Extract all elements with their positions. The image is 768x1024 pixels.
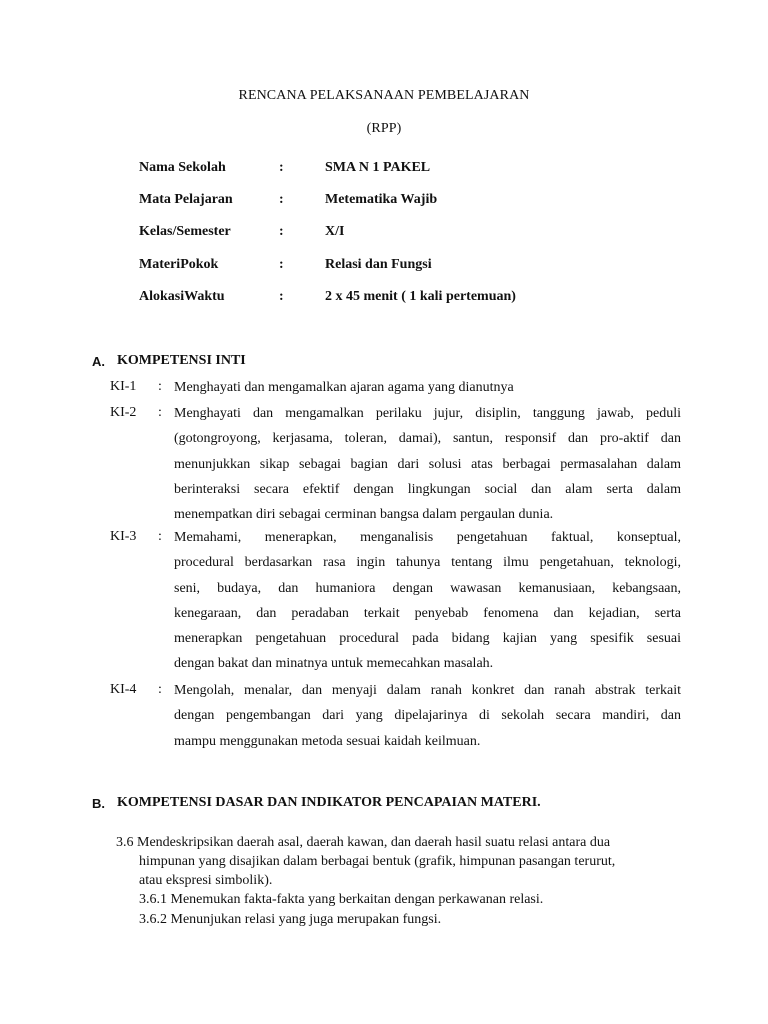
ki-line: Menghayati dan mengamalkan ajaran agama yang dianutnya <box>174 380 514 395</box>
ki-line: berinteraksi secara efektif dengan lingkungan social dan alam serta dalam <box>174 481 681 497</box>
ki-separator: : <box>158 379 162 394</box>
identity-value: Relasi dan Fungsi <box>325 257 432 272</box>
kd-line: 3.6 Mendeskripsikan daerah asal, daerah kawan, dan daerah hasil suatu relasi antara dua <box>116 835 611 850</box>
identity-value: X/I <box>325 224 345 239</box>
identity-label: Kelas/Semester <box>139 224 231 239</box>
identity-label: MateriPokok <box>139 257 219 272</box>
identity-value: 2 x 45 menit ( 1 kali pertemuan) <box>325 289 516 304</box>
kd-line: himpunan yang disajikan dalam berbagai bentuk (grafik, himpunan pasangan terurut, <box>139 854 616 869</box>
ki-line: menerapkan pengetahuan procedural pada bidang kajian yang spesifik sesuai <box>174 631 681 647</box>
ki-line: Menghayati dan mengamalkan perilaku jujur, disiplin, tanggung jawab, peduli <box>174 406 681 421</box>
ki-line: seni, budaya, dan humaniora dengan wawasan kemanusiaan, kebangsaan, <box>174 580 681 596</box>
kd-line: atau ekspresi simbolik). <box>139 873 273 888</box>
ki-line: dengan bakat dan minatnya untuk memecahkan masalah. <box>174 656 494 672</box>
ki-line: Mengolah, menalar, dan menyaji dalam ranah konkret dan ranah abstrak terkait <box>174 683 681 698</box>
ki-text <box>174 401 681 527</box>
identity-separator: : <box>279 192 284 207</box>
identity-label: AlokasiWaktu <box>139 289 225 304</box>
indicator-item: 3.6.1 Menemukan fakta-fakta yang berkaitan dengan perkawanan relasi. <box>139 892 544 907</box>
ki-line: procedural berdasarkan rasa ingin tahunya tentang ilmu pengetahuan, teknologi, <box>174 555 681 571</box>
ki-text <box>174 525 681 677</box>
ki-line: dengan pengembangan dari yang dipelajarinya di sekolah secara mandiri, dan <box>174 708 681 724</box>
identity-label: Nama Sekolah <box>139 160 226 175</box>
section-a-title: KOMPETENSI INTI <box>117 353 246 368</box>
identity-separator: : <box>279 224 284 239</box>
ki-line: Memahami, menerapkan, menganalisis pengetahuan faktual, konseptual, <box>174 530 681 545</box>
identity-label: Mata Pelajaran <box>139 192 233 207</box>
ki-text <box>174 678 681 754</box>
section-a-letter: A. <box>92 354 105 369</box>
ki-line: menempatkan diri sebagai cerminan bangsa dalam pergaulan dunia. <box>174 507 554 523</box>
ki-label: KI-3 <box>110 529 137 544</box>
identity-value: SMA N 1 PAKEL <box>325 160 431 175</box>
ki-line: (gotongroyong, kerjasama, toleran, damai), santun, responsif dan pro-aktif dan <box>174 431 681 447</box>
ki-label: KI-2 <box>110 405 137 420</box>
section-b-title: KOMPETENSI DASAR DAN INDIKATOR PENCAPAIAN MATERI. <box>117 795 541 810</box>
ki-label: KI-1 <box>110 379 137 394</box>
section-b-letter: B. <box>92 796 105 811</box>
ki-line: menunjukkan sikap sebagai bagian dari solusi atas berbagai permasalahan dalam <box>174 456 681 472</box>
identity-value: Metematika Wajib <box>325 192 438 207</box>
identity-separator: : <box>279 257 284 272</box>
ki-line: mampu menggunakan metoda sesuai kaidah keilmuan. <box>174 733 481 749</box>
identity-separator: : <box>279 289 284 304</box>
identity-separator: : <box>279 160 284 175</box>
document-subtitle: (RPP) <box>366 121 402 136</box>
document-title: RENCANA PELAKSANAAN PEMBELAJARAN <box>238 88 530 103</box>
ki-separator: : <box>158 529 162 544</box>
ki-label: KI-4 <box>110 682 137 697</box>
ki-line: kenegaraan, dan peradaban terkait penyebab fenomena dan kejadian, serta <box>174 605 681 621</box>
ki-separator: : <box>158 682 162 697</box>
ki-separator: : <box>158 405 162 420</box>
indicator-item: 3.6.2 Menunjukan relasi yang juga merupakan fungsi. <box>139 912 442 927</box>
ki-text <box>174 375 681 400</box>
